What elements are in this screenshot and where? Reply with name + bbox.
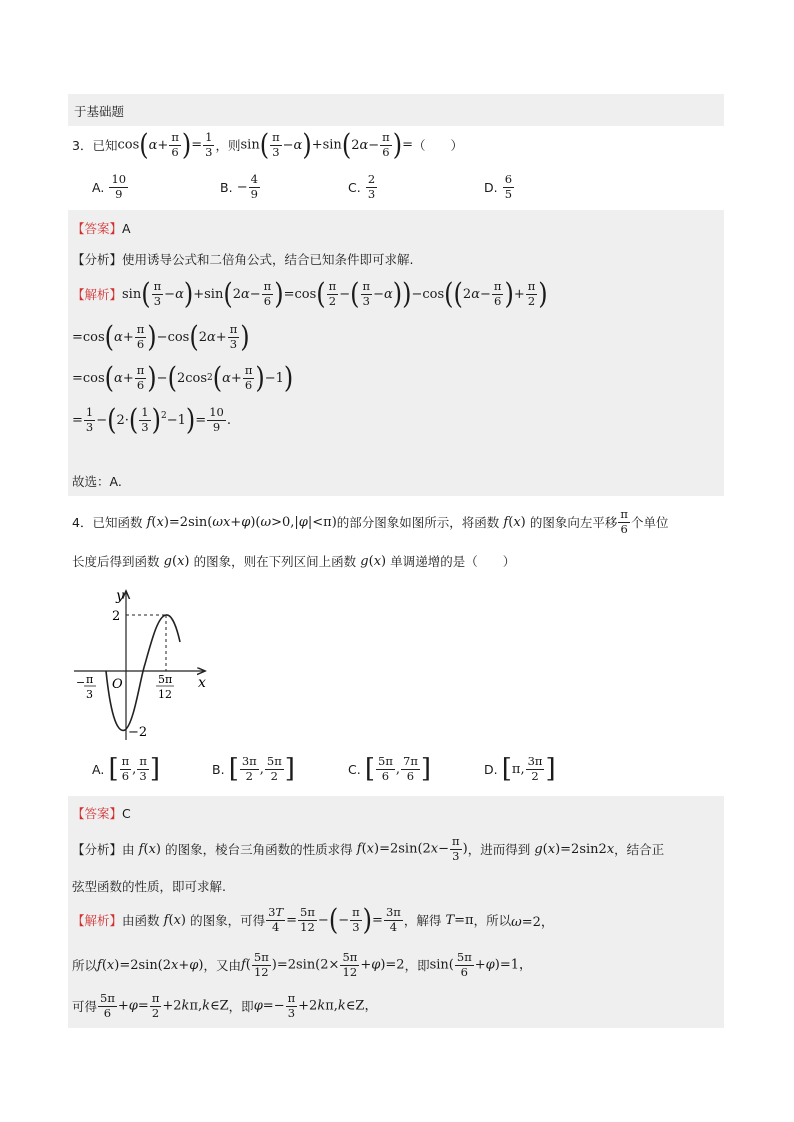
q3-analysis: 【分析】使用诱导公式和二倍角公式，结合已知条件即可求解.: [72, 252, 414, 267]
q4-options: [92, 756, 572, 782]
q3-stem-prefix: 已知: [92, 138, 118, 153]
q3-option-c: C. $\frac{2}{3}$: [348, 172, 376, 201]
y-axis-label: y: [116, 588, 124, 604]
q3-answer-value: A: [122, 221, 131, 236]
y-min-label: −2: [128, 725, 148, 740]
q4-stem-line-2: 长度后得到函数 g(x) 的图象，则在下列区间上函数 g(x) 单调递增的是（ ）: [72, 553, 516, 569]
q3-stem-mid: ，则: [215, 138, 241, 153]
q4-option-b: B. [ $\frac{3\pi}{2}$ , $\frac{5\pi}{2}$ ]: [212, 756, 348, 782]
svg-text:3: 3: [86, 688, 93, 701]
q3-answer-tag: 【答案】: [72, 221, 123, 236]
q4-option-c: C. [ $\frac{5\pi}{6}$ , $\frac{7\pi}{6}$ ]: [348, 756, 484, 782]
q4-answer: [72, 804, 131, 822]
q4-analysis-line-1: 【分析】 由 f(x) 的图象，棱台三角函数的性质求得 f(x)=2sin(2x− $\frac{\pi}{3}$ ) ，进而得到 g(x)=2sin2x ，结合正: [72, 834, 665, 863]
q3-options: [92, 174, 552, 200]
q4-function-graph: [70, 584, 220, 744]
top-note: 于基础题: [74, 104, 125, 119]
q3-target-formula: sin ( $\frac{\pi}{3}$ − α ) +sin( 2 α − $\frac{\pi}{6}$ ) =: [241, 132, 414, 158]
q4-function-def: f(x)=2sin(ωx+φ)(ω>0,|φ|<π): [146, 514, 337, 530]
q3-option-b: B. − $\frac{4}{9}$: [220, 172, 258, 201]
q3-solution-tag: 【解析】: [72, 287, 123, 302]
svg-text:12: 12: [158, 688, 172, 701]
q3-answer: [72, 219, 131, 237]
q4-answer-tag: 【答案】: [72, 806, 123, 821]
x-axis-label: x: [198, 675, 206, 691]
q4-answer-value: C: [122, 806, 131, 821]
y-max-label: 2: [112, 609, 121, 624]
q3-paren: （ ）: [413, 138, 464, 153]
q3-solution-line-3: =cos ( α + $\frac{\pi}{6}$ ) − ( 2cos 2 ( α + $\frac{\pi}{6}$ ) −1 ): [72, 365, 293, 391]
q3-number: 3．: [72, 138, 93, 153]
q3-solution-line-4: = $\frac{1}{3}$ − ( 2· ( $\frac{1}{3}$ ) $^2$ −1 ) = $\frac{10}{9}$ .: [72, 407, 231, 433]
svg-text:π: π: [86, 673, 94, 686]
origin-label: O: [112, 677, 123, 692]
q4-analysis-line-2: 弦型函数的性质，即可求解.: [72, 879, 226, 894]
q3-conclusion: 故选：A.: [72, 474, 122, 489]
svg-text:5π: 5π: [158, 673, 173, 686]
x-right-tick-label: [156, 673, 174, 701]
top-note-band: [68, 94, 724, 126]
q4-option-a: A. [ $\frac{\pi}{6}$ , $\frac{\pi}{3}$ ]: [92, 756, 212, 782]
q4-stem-line-1: 4． 已知函数 f(x)=2sin(ωx+φ)(ω>0,|φ|<π) 的部分图象如图所示，将函数 f(x) 的图象向左平移 $\frac{\pi}{6}$ 个单位: [72, 507, 669, 536]
q3-analysis-tag: 【分析】: [72, 252, 123, 267]
q4-solution-line-2: 所以 f(x)=2sin(2x+φ) ，又由 f( $\frac{5\pi}{12}$ )=2sin(2× $\frac{5\pi}{12}$ +φ)=2 ，即 sin( $\frac{5\pi}{6}$ +φ)=1，: [72, 950, 533, 979]
x-left-tick-label: [76, 673, 96, 701]
q4-solution-line-1: 【解析】 由函数 f(x) 的图象，可得 $\frac{3T}{4}$ = $\frac{5\pi}{12}$ − ( − $\frac{\pi}{3}$ ) = $\frac{3\pi}{4}$ ，解得 T=π ，所以 ω=2，: [72, 907, 554, 933]
q4-solution-tag: 【解析】: [72, 913, 123, 928]
q4-analysis-tag: 【分析】: [72, 842, 123, 857]
q4-solution-line-3: 可得 $\frac{5\pi}{6}$ +φ= $\frac{\pi}{2}$ +2kπ,k∈Z ，即 φ=− $\frac{\pi}{3}$ +2kπ,k∈Z，: [72, 991, 378, 1020]
q3-given-formula: cos ( α + $\frac{\pi}{6}$ ) = $\frac{1}{3}$: [117, 132, 215, 158]
q3-stem: [72, 132, 463, 158]
q4-number: 4．: [72, 515, 93, 530]
q3-solution-line-1: 【解析】 sin ( $\frac{\pi}{3}$ − α ) +sin ( 2 α − $\frac{\pi}{6}$ ) =cos ( $\frac{\pi}{2}$ − ( $\frac{\pi}{3}$ − α ) ) −cos ( ( 2 α − $\frac{\pi}{6}$ ) + $\frac{\pi}{2}$ ): [72, 281, 548, 307]
svg-text:−: −: [76, 676, 86, 689]
q3-solution-line-2: =cos ( α + $\frac{\pi}{6}$ ) −cos ( 2 α + $\frac{\pi}{3}$ ): [72, 324, 250, 350]
q4-option-d: D. [ π, $\frac{3\pi}{2}$ ]: [484, 756, 556, 782]
q3-option-a: A. $\frac{10}{9}$: [92, 172, 127, 201]
q3-option-d: D. $\frac{6}{5}$: [484, 172, 513, 201]
